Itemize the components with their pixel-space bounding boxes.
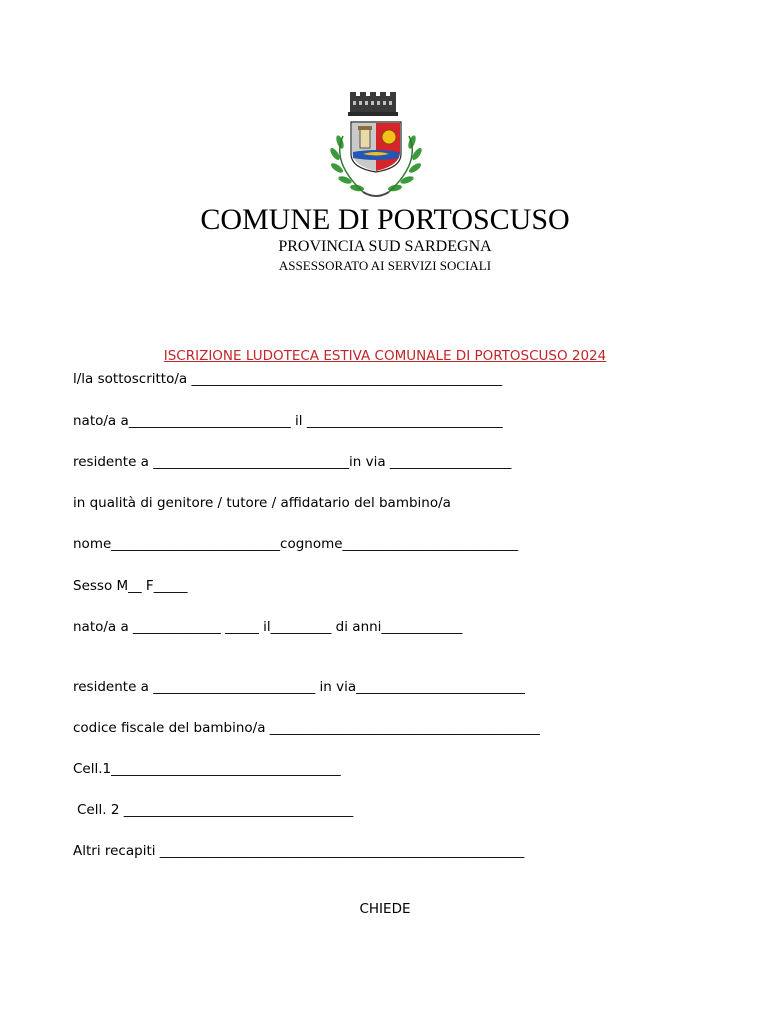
field-parent-residence: residente a _____________________________in via __________________ [73, 454, 512, 470]
field-role-statement: in qualità di genitore / tutore / affidatario del bambino/a [73, 495, 451, 511]
coat-of-arms-icon [323, 92, 429, 204]
field-child-residence: residente a ________________________ in via_________________________ [73, 679, 525, 695]
form-title: ISCRIZIONE LUDOTECA ESTIVA COMUNALE DI PORTOSCUSO 2024 [163, 348, 607, 364]
field-child-sex: Sesso M__ F_____ [73, 578, 188, 594]
field-child-name: nome_________________________cognome__________________________ [73, 536, 519, 552]
field-parent-birth: nato/a a________________________ il _____________________________ [73, 413, 503, 429]
province-subtitle: PROVINCIA SUD SARDEGNA [278, 238, 492, 255]
department-subtitle: ASSESSORATO AI SERVIZI SOCIALI [278, 258, 492, 273]
field-phone-2: Cell. 2 __________________________________ [77, 802, 354, 818]
field-other-contacts: Altri recapiti ______________________________________________________ [73, 843, 525, 859]
municipality-title: COMUNE DI PORTOSCUSO [200, 203, 570, 236]
field-phone-1: Cell.1__________________________________ [73, 761, 341, 777]
field-sottoscritto: l/la sottoscritto/a ______________________________________________ [73, 371, 502, 387]
field-child-tax-code: codice fiscale del bambino/a ________________________________________ [73, 720, 540, 736]
closing-heading: CHIEDE [359, 901, 411, 917]
field-child-birth: nato/a a _____________ _____ il_________ di anni____________ [73, 619, 463, 635]
